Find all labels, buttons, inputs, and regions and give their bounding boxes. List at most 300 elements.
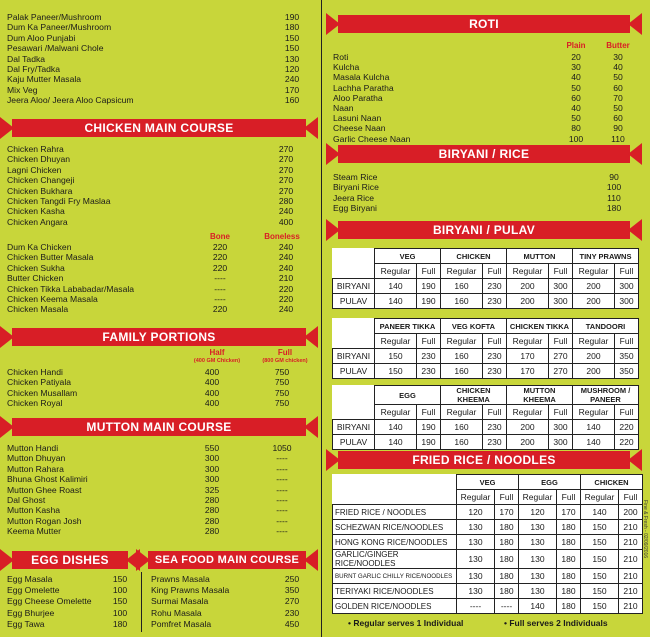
subhead-row [333,264,639,279]
price-cell: 190 [417,279,441,294]
price-cell: 130 [519,520,557,535]
item-price: 240 [278,206,294,217]
item-price: ---- [214,273,226,284]
item-price: 280 [204,526,220,537]
price-cell: 200 [507,294,549,309]
menu-row [0,596,140,607]
price-cell: 350 [615,349,639,364]
price-row [333,599,643,614]
item-name: Jeera Rice [333,192,375,203]
item-name: Roti [333,52,349,62]
item-price: 240 [278,252,294,263]
item-price: 50 [571,82,581,93]
menu-row [144,574,318,585]
full-head: Full [557,490,581,505]
menu-row [0,464,318,474]
item-price: 300 [204,463,220,474]
item-price: 20 [571,52,581,62]
price-cell: 230 [417,349,441,364]
price-cell: 300 [549,279,573,294]
menu-row [0,196,318,206]
menu-row [0,388,318,398]
price-cell: 160 [441,420,483,435]
price-cell: 160 [441,294,483,309]
item-price: 270 [278,154,294,165]
chicken-bone-items [0,242,318,315]
family-banner [0,326,318,348]
regular-head: Regular [441,264,483,279]
side-text: Fine & Fresh - 02/09/2016 [642,500,648,559]
item-price: ---- [276,463,288,474]
price-cell: 140 [375,435,417,450]
menu-row [0,217,318,227]
item-name: Masala Kulcha [333,72,390,83]
subhead-row [333,334,639,349]
price-cell: 200 [573,294,615,309]
item-price: 280 [204,515,220,526]
price-cell: 130 [519,584,557,599]
item-price: 60 [613,113,623,124]
item-name: Aloo Paratha [333,92,383,103]
item-price: 50 [571,113,581,124]
price-cell: 130 [457,584,495,599]
menu-row [326,93,642,103]
menu-row [0,398,318,408]
item-name: Dal Ghost [7,494,46,505]
item-price: 50 [613,102,623,113]
price-cell: 300 [549,294,573,309]
column-head: CHICKEN [581,475,643,490]
menu-row [0,516,318,526]
bone-label: Bone [210,232,230,241]
pulav-grid [332,248,639,309]
price-cell: 190 [417,294,441,309]
blank-cell [333,405,375,420]
price-cell: 200 [573,279,615,294]
menu-row [0,43,318,53]
item-name: Jeera Aloo/ Jeera Aloo Capsicum [7,95,134,106]
price-row [333,294,639,309]
item-name: Lasuni Naan [333,113,382,124]
price-cell: 140 [581,505,619,520]
column-head: EGG [375,386,441,405]
full-head: Full [417,405,441,420]
half-label: Half [209,348,225,357]
price-row [333,535,643,550]
row-label: GOLDEN RICE/NOODLES [333,599,457,614]
price-row [333,364,639,379]
item-price: 180 [112,618,128,629]
price-cell: 180 [495,569,519,584]
item-price: 150 [284,43,300,54]
blank-cell [333,334,375,349]
item-name: Biryani Rice [333,182,379,193]
menu-row [0,377,318,387]
price-cell: 150 [581,535,619,550]
family-title: FAMILY PORTIONS [12,328,306,346]
item-price: 240 [278,262,294,273]
item-name: Mix Veg [7,84,38,95]
item-price: ---- [276,494,288,505]
price-cell: 150 [375,364,417,379]
item-price: 210 [278,273,294,284]
menu-row [0,74,318,84]
item-price: ---- [276,484,288,495]
item-price: 40 [571,72,581,83]
item-price: 750 [274,367,290,377]
regular-head: Regular [441,405,483,420]
item-name: Chicken Handi [7,367,63,377]
pulav-table-3 [332,385,639,450]
price-row [333,584,643,599]
item-price: ---- [214,283,226,294]
row-label: FRIED RICE / NOODLES [333,505,457,520]
blank-cell [333,490,457,505]
egg-items [0,574,140,630]
item-name: Naan [333,102,354,113]
item-name: Dal Fry/Tadka [7,63,61,74]
price-cell: 200 [507,420,549,435]
price-cell: 190 [417,420,441,435]
menu-row [0,495,318,505]
regular-head: Regular [441,334,483,349]
price-cell: 200 [573,364,615,379]
column-head: MUTTON KHEEMA [507,386,573,405]
family-items [0,367,318,409]
item-name: Egg Tawa [7,618,45,629]
full-head: Full [619,490,643,505]
menu-row [0,453,318,463]
subhead-row [333,490,643,505]
price-cell: 180 [557,520,581,535]
row-label: HONG KONG RICE/NOODLES [333,535,457,550]
item-name: Dal Tadka [7,53,46,64]
item-price: 30 [571,62,581,73]
roti-banner [326,13,642,35]
item-price: 270 [278,185,294,196]
menu-row [326,182,642,192]
item-price: 180 [284,22,300,33]
item-name: Pomfret Masala [151,618,212,629]
regular-head: Regular [375,405,417,420]
item-price: 80 [571,123,581,134]
price-cell: 150 [375,349,417,364]
item-price: 40 [613,62,623,73]
item-name: Dum Aloo Punjabi [7,32,76,43]
menu-row [326,83,642,93]
column-head: VEG [375,249,441,264]
item-name: Dum Ka Paneer/Mushroom [7,22,112,33]
row-label: PULAV [333,294,375,309]
item-name: Egg Bhurjee [7,607,55,618]
item-price: 280 [204,494,220,505]
boneless-label: Boneless [264,232,300,241]
item-name: Garlic Cheese Naan [333,133,411,144]
egg-seafood-divider [141,572,142,632]
row-label: BURNT GARLIC CHILLY RICE/NOODLES [333,569,457,584]
roti-items [326,52,642,144]
regular-head: Regular [573,334,615,349]
price-cell: 230 [483,364,507,379]
plain-label: Plain [566,41,586,50]
item-name: Chicken Kasha [7,206,65,217]
price-cell: 180 [557,535,581,550]
price-cell: 150 [581,569,619,584]
price-cell: ---- [495,599,519,614]
menu-row [144,585,318,596]
item-name: Egg Cheese Omelette [7,596,92,607]
price-cell: 210 [619,569,643,584]
price-cell: 140 [519,599,557,614]
item-price: 550 [204,443,220,453]
column-head: CHICKEN [441,249,507,264]
menu-row [0,154,318,164]
price-cell: 140 [375,279,417,294]
veg-items [0,12,318,106]
header-row [333,319,639,334]
column-head: PANEER TIKKA [375,319,441,334]
price-cell: 200 [507,279,549,294]
price-cell: 230 [483,279,507,294]
item-price: 450 [284,618,300,629]
menu-row [0,574,140,585]
item-name: Chicken Angara [7,216,68,227]
price-cell: 300 [615,279,639,294]
header-row [333,386,639,405]
price-cell: 130 [457,550,495,569]
header-row [333,475,643,490]
item-price: 90 [613,123,623,134]
menu-row [144,608,318,619]
menu-row [0,95,318,105]
item-price: 70 [613,92,623,103]
item-name: Surmai Masala [151,596,209,607]
price-cell: 170 [495,505,519,520]
pulav-banner [326,219,642,241]
item-name: Chicken Bukhara [7,185,73,196]
price-cell: 160 [441,364,483,379]
column-head: TINY PRAWNS [573,249,639,264]
price-cell: ---- [457,599,495,614]
item-name: Chicken Musallam [7,387,78,398]
price-row [333,279,639,294]
price-cell: 130 [519,535,557,550]
price-cell: 170 [557,505,581,520]
item-price: 270 [278,144,294,154]
full-head: Full [483,334,507,349]
item-name: Chicken Changeji [7,175,75,186]
menu-row [0,585,140,596]
price-cell: 150 [581,599,619,614]
item-name: Kaju Mutter Masala [7,74,82,85]
item-price: ---- [276,515,288,526]
item-price: 240 [284,74,300,85]
price-cell: 230 [483,435,507,450]
menu-row [0,294,318,304]
price-cell: 200 [507,435,549,450]
menu-row [0,619,140,630]
item-price: 240 [278,304,294,315]
price-cell: 230 [483,420,507,435]
blank-cell [333,249,375,264]
price-cell: 210 [619,535,643,550]
price-cell: 180 [495,520,519,535]
egg-banner [0,549,140,571]
menu-row [326,172,642,182]
full-head: Full [483,264,507,279]
item-name: Egg Omelette [7,585,60,596]
row-label: PULAV [333,435,375,450]
regular-head: Regular [507,334,549,349]
price-cell: 170 [507,364,549,379]
column-head: TANDOORI [573,319,639,334]
full-head: Full [417,264,441,279]
item-price: 280 [204,505,220,516]
menu-row [0,505,318,515]
price-cell: 140 [573,420,615,435]
item-name: Dum Ka Chicken [7,242,72,252]
seafood-title: SEA FOOD MAIN COURSE [148,551,306,569]
full-head: Full [549,264,573,279]
full-head: Full [549,405,573,420]
item-price: 270 [278,175,294,186]
price-cell: 220 [615,435,639,450]
column-head: CHICKEN TIKKA [507,319,573,334]
item-price: 160 [284,95,300,106]
price-cell: 130 [457,535,495,550]
price-row [333,505,643,520]
item-name: Mutton Handi [7,443,59,453]
fried-grid [332,474,643,614]
item-price: 1050 [272,443,292,453]
price-row [333,520,643,535]
row-label: TERIYAKI RICE/NOODLES [333,584,457,599]
regular-head: Regular [507,405,549,420]
item-price: 150 [112,596,128,607]
item-price: 220 [278,283,294,294]
column-head: MUTTON [507,249,573,264]
item-name: Lachha Paratha [333,82,394,93]
menu-row [0,165,318,175]
price-cell: 210 [619,550,643,569]
biryani-rice-items [326,172,642,214]
item-price: 40 [571,102,581,113]
item-price: 100 [112,585,128,596]
item-name: Chicken Tikka Lababadar/Masala [7,283,135,294]
price-cell: 130 [519,569,557,584]
menu-row [0,485,318,495]
item-price: 100 [606,182,622,193]
regular-head: Regular [375,264,417,279]
price-cell: 270 [549,364,573,379]
menu-row [0,367,318,377]
item-price: 110 [611,133,625,144]
menu-row [326,62,642,72]
item-price: 230 [284,607,300,618]
item-name: Steam Rice [333,172,378,182]
item-name: Chicken Tangdi Fry Maslaa [7,195,111,206]
price-cell: 230 [483,349,507,364]
price-cell: 130 [457,520,495,535]
item-name: Bhuna Ghost Kalimiri [7,474,88,485]
price-cell: 190 [417,435,441,450]
item-price: 220 [212,262,228,273]
price-cell: 150 [581,520,619,535]
column-divider [321,0,322,637]
item-name: Mutton Dhuyan [7,453,66,464]
menu-row [0,175,318,185]
item-price: 60 [571,92,581,103]
pulav-grid [332,318,639,379]
price-row [333,569,643,584]
item-price: 60 [613,82,623,93]
biryani-rice-banner [326,143,642,165]
menu-row [326,72,642,82]
full-head: Full [549,334,573,349]
menu-row [0,64,318,74]
menu-row [326,203,642,213]
price-cell: 180 [557,599,581,614]
menu-row [0,284,318,294]
full-head: Full [495,490,519,505]
price-cell: 200 [619,505,643,520]
chicken-items [0,144,318,227]
menu-row [0,242,318,252]
price-cell: 170 [507,349,549,364]
chicken-title: CHICKEN MAIN COURSE [12,119,306,137]
item-price: ---- [276,526,288,537]
item-price: 750 [274,377,290,388]
item-price: 110 [607,192,621,203]
footer-regular: • Regular serves 1 Individual [348,618,464,628]
pulav-table-1 [332,248,639,309]
item-name: Chicken Patiyala [7,377,72,388]
item-price: ---- [276,453,288,464]
subhead-row [333,405,639,420]
price-cell: 120 [457,505,495,520]
item-name: Mutton Kasha [7,505,61,516]
menu-row [326,193,642,203]
regular-head: Regular [507,264,549,279]
menu-row [0,12,318,22]
item-price: 120 [284,63,300,74]
item-price: 400 [278,216,294,227]
item-name: Prawns Masala [151,574,210,584]
item-price: 180 [606,203,622,214]
price-cell: 350 [615,364,639,379]
row-label: BIRYANI [333,420,375,435]
price-cell: 140 [375,420,417,435]
item-price: 280 [278,195,294,206]
item-price: 190 [284,12,300,22]
price-cell: 300 [615,294,639,309]
item-price: 300 [204,474,220,485]
butter-label: Butter [606,41,630,50]
item-price: 100 [112,607,128,618]
item-price: 400 [204,398,220,409]
price-cell: 160 [441,349,483,364]
blank-cell [333,386,375,405]
menu-row [0,608,140,619]
header-row [333,249,639,264]
item-name: Egg Biryani [333,203,377,214]
price-cell: 120 [519,505,557,520]
menu-row [326,113,642,123]
fried-table [332,474,643,614]
menu-row [144,619,318,630]
menu-row [0,144,318,154]
item-name: Rohu Masala [151,607,202,618]
